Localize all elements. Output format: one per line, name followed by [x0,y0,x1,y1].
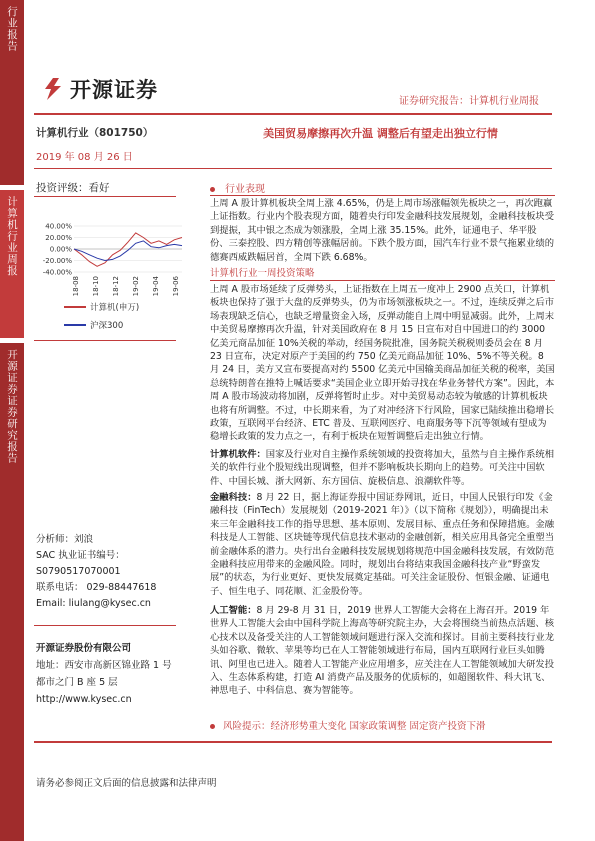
kw-ai: 人工智能： [210,605,257,616]
paragraph-fintech: 金融科技：8 月 22 日，据上海证券报中国证券网讯，近日，中国人民银行印发《金融科技（FinTech）发展规划（2019-2021 年）》（以下简称《规划》），明确提出未来三年金融科技工作的指导思想、基本原则、发展目标、重点任务和保障措施。金融科技是人工智能、区块链等现代信息技术驱动的金融创新，相关应用具备完全重塑当前金融体系的潜力。央行出台金融科技发展规划将规范中国金融科技发展，有效防范金融科技应用带来的金融风险。同时，规划出台将结束我国金融科技产业“野蛮发展”的状态，为行业更好、更快发展奠定基础。可关注金证股份、恒银金融、证通电子、恒生电子、同花顺、汇金股份等。 [210,492,554,597]
x-tick-label: 19-06 [172,276,180,297]
sidebar-label-weekly: 计算机行业周报 [0,190,24,338]
investment-rating: 投资评级：看好 [36,182,110,194]
y-tick-label: 40.00% [45,222,72,231]
weekly-divider [210,280,555,281]
legend-swatch-computer [64,306,86,308]
brand-logo [42,74,158,104]
logo-icon [42,77,64,101]
footer-divider [34,741,552,743]
company-address-2: 都市之门 B 座 5 层 [36,677,118,688]
report-title: 美国贸易摩擦再次升温 调整后有望走出独立行情 [263,127,498,140]
y-tick-label: 0.00% [49,245,72,254]
report-date: 2019 年 08 月 26 日 [36,152,133,163]
section-weekly-head: 计算机行业一周投资策略 [210,268,315,279]
legend-label-hs300: 沪深300 [90,321,124,331]
legend-swatch-hs300 [64,324,86,326]
sector-code: 计算机行业（801750） [36,127,154,139]
analyst-email[interactable]: Email: liulang@kysec.cn [36,598,151,609]
company-name: 开源证券股份有限公司 [36,643,132,654]
y-tick-label: -40.00% [42,268,72,277]
sidebar-label-research: 开源证券证券研究报告 [0,343,24,841]
performance-text: 上周 A 股计算机板块全周上涨 4.65%，仍是上周市场涨幅领先板块之一，再次跑赢上证指数。行业内个股表现方面，随着央行印发金融科技发展规划，金融科技板块受到提振，其中银之杰成为领涨股，全周上涨 35.15%。此外，证通电子、华平股份、三泰控股、四方精创等涨幅居前。下跌个股方面，国汽车行业不景气拖累业绩的德赛西威跌幅居首，全周下跌 6.68%。 [210,198,554,263]
cert-label: SAC 执业证书编号： [36,550,125,561]
legend-label-computer: 计算机(申万) [90,303,140,313]
kw-fintech: 金融科技： [210,492,257,503]
company-url[interactable]: http://www.kysec.cn [36,694,132,705]
x-tick-label: 19-04 [152,276,160,297]
logo-text: 开源证券 [70,78,158,102]
sidebar-label-report: 行业报告 [0,0,24,185]
performance-divider [210,195,555,196]
paragraph-ai: 人工智能：8 月 29-8 月 31 日，2019 世界人工智能大会将在上海召开。2019 年世界人工智能大会由中国科学院上海高等研究院主办，大会将围绕当前热点活题、核心技术以及备受关注的人工智能领域问题进行深入交流和探讨。目前主要科技行业龙头如谷歌、微软、苹果等均已在人工智能领域进行布局，国内互联网行业巨头如腾讯、阿里也已进入。随着人工智能产业应用增多，应关注在人工智能领域加大研发投入、生态体系构建，打造 AI 消费产品及服务的优质标的，如超图软件、科大讯飞、神思电子、中科信息、赛为智能等。 [210,605,554,697]
disclaimer-footer: 请务必参阅正文后面的信息披露和法律声明 [36,778,217,789]
chart-divider [34,340,176,341]
analyst-divider [34,625,176,626]
kw-software: 计算机软件： [210,449,266,460]
company-address-1: 地址：西安市高新区锦业路 1 号 [36,660,172,671]
x-tick-label: 18-12 [112,276,120,297]
rating-divider [34,196,176,197]
bullet-icon [210,187,215,192]
report-type: 证券研究报告：计算机行业周报 [399,96,539,107]
paragraph-software: 计算机软件：国家及行业对自主操作系统领域的投资将加大，虽然与自主操作系统相关的软件行业个股短线出现调整，但并不影响板块长期向上的趋势。可关注中国软件、中国长城、浙大网新、东方国信、旋极信息、浪潮软件等。 [210,449,555,487]
cert-number: S0790517070001 [36,566,121,577]
x-tick-label: 18-10 [92,276,100,297]
section-performance-head: 行业表现 [210,180,265,195]
weekly-text: 上周 A 股市场延续了反弹势头，上证指数在上周五一度冲上 2900 点关口，计算机板块也保持了强于大盘的反弹势头，仍为市场领涨板块之一。不过，连续反弹之后市场表现缺乏信心，也缺乏增量资金入场，反弹动能自上周中明显减弱。此外，上周末中美贸易摩擦再次升温，针对美国政府在 8 月 15 日宣布对自中国进口的约 3000 亿美元商品加征 10%关税的举动，经国务院批准，国务院关税税则委员会在 8 月 23 日宣布，决定对原产于美国的约 750 亿美元商品加征 10%、5%不等关税。8 月 24 日，美方又宣布要提高对约 5500 亿美元中国输美商品加征关税的税率，美国总统特朗普在推特上喊话要求“美国企业立即开始寻找在华业务替代方案”。因此，本周 A 股市场波动将加剧，反弹将暂时止步。对中美贸易动态较为敏感的计算机板块也将有所调整。不过，中长期来看，为了对冲经济下行风险，国家已陆续推出稳增长政策，互联网平台经济、ETC 普及、互联网医疗、电商服务等下沉等领域有望成为稳增长政策的发力点之一，有利于板块在短暂调整后走出独立行情。 [210,284,555,443]
analyst-phone: 联系电话： 029-88447618 [36,582,157,593]
y-tick-label: -20.00% [42,257,72,265]
title-divider [34,168,552,169]
x-tick-label: 18-08 [72,276,80,297]
risk-warning: 风险提示：经济形势重大变化 国家政策调整 固定资产投资下滑 [210,718,486,732]
chart-legend [64,298,139,334]
company-info [36,640,172,708]
x-tick-label: 19-02 [132,276,140,297]
analyst-info [36,532,156,612]
y-tick-label: 20.00% [45,234,72,242]
header-divider [34,113,552,115]
bullet-icon [210,724,215,729]
analyst-name: 分析师：刘浪 [36,534,94,545]
